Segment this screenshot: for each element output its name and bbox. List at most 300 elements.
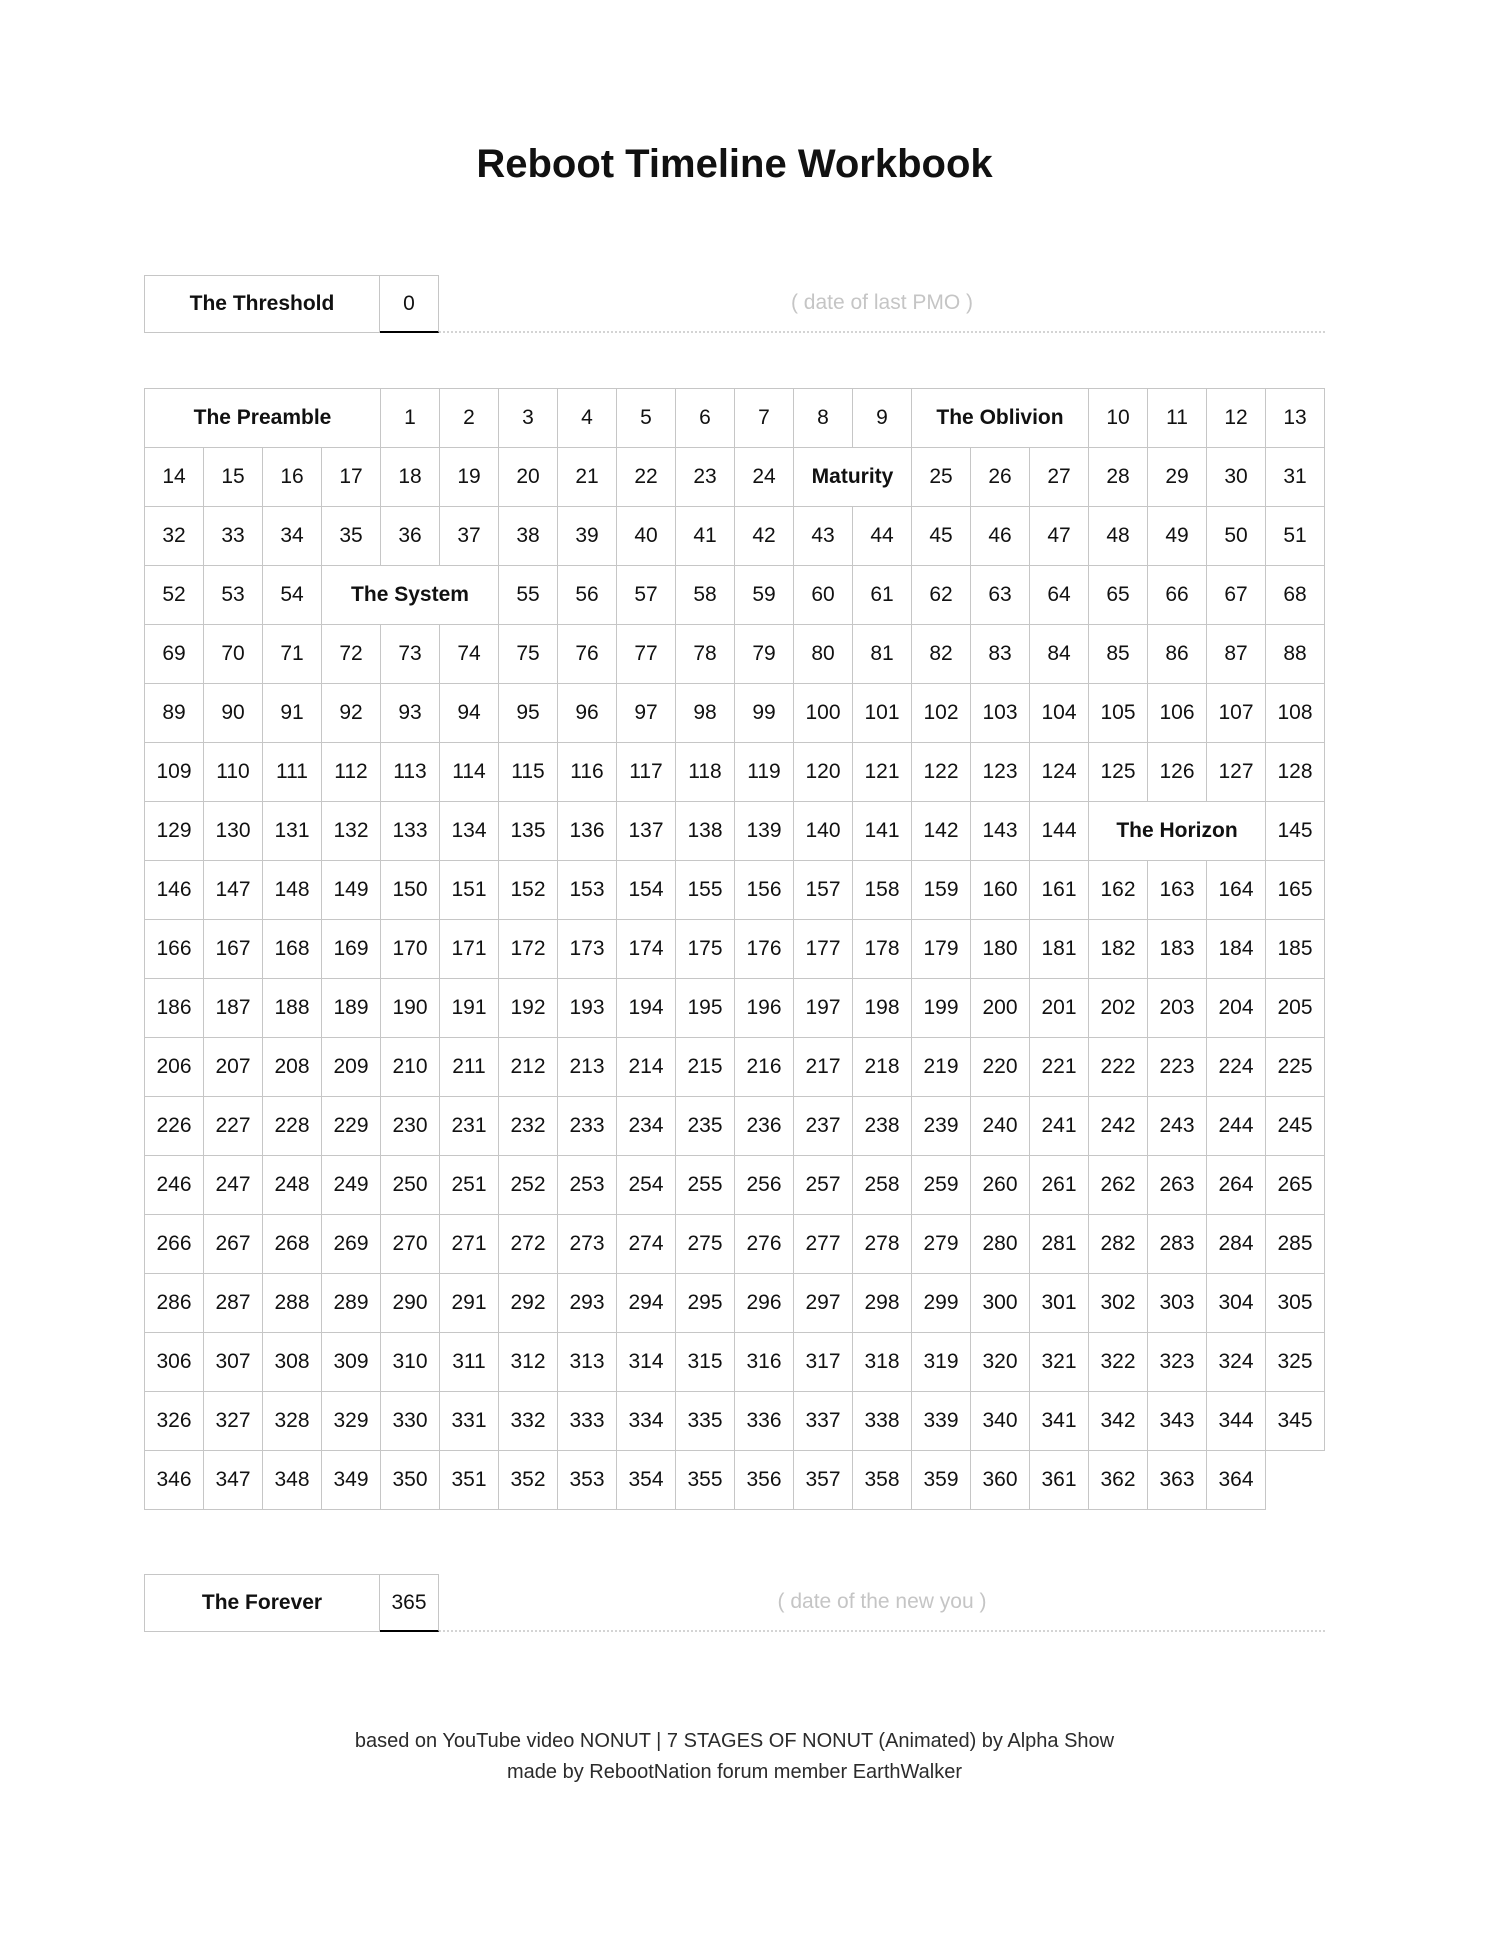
day-cell-26: 26 — [971, 448, 1030, 507]
day-cell-156: 156 — [735, 861, 794, 920]
day-cell-9: 9 — [853, 389, 912, 448]
day-cell-149: 149 — [322, 861, 381, 920]
day-cell-287: 287 — [204, 1274, 263, 1333]
day-cell-152: 152 — [499, 861, 558, 920]
day-cell-351: 351 — [440, 1451, 499, 1510]
day-cell-121: 121 — [853, 743, 912, 802]
day-cell-338: 338 — [853, 1392, 912, 1451]
day-cell-214: 214 — [617, 1038, 676, 1097]
day-cell-318: 318 — [853, 1333, 912, 1392]
day-cell-94: 94 — [440, 684, 499, 743]
day-cell-299: 299 — [912, 1274, 971, 1333]
day-cell-343: 343 — [1148, 1392, 1207, 1451]
day-cell-223: 223 — [1148, 1038, 1207, 1097]
day-cell-296: 296 — [735, 1274, 794, 1333]
day-cell-70: 70 — [204, 625, 263, 684]
day-cell-22: 22 — [617, 448, 676, 507]
day-cell-102: 102 — [912, 684, 971, 743]
day-cell-3: 3 — [499, 389, 558, 448]
day-cell-25: 25 — [912, 448, 971, 507]
day-cell-276: 276 — [735, 1215, 794, 1274]
day-cell-347: 347 — [204, 1451, 263, 1510]
day-cell-207: 207 — [204, 1038, 263, 1097]
stage-label-the-horizon: The Horizon — [1089, 802, 1266, 861]
day-cell-325: 325 — [1266, 1333, 1325, 1392]
day-cell-167: 167 — [204, 920, 263, 979]
day-cell-85: 85 — [1089, 625, 1148, 684]
day-cell-150: 150 — [381, 861, 440, 920]
day-cell-254: 254 — [617, 1156, 676, 1215]
day-cell-31: 31 — [1266, 448, 1325, 507]
day-cell-56: 56 — [558, 566, 617, 625]
day-cell-201: 201 — [1030, 979, 1089, 1038]
day-cell-272: 272 — [499, 1215, 558, 1274]
day-cell-137: 137 — [617, 802, 676, 861]
day-cell-178: 178 — [853, 920, 912, 979]
stage-label-the-system: The System — [322, 566, 499, 625]
day-cell-46: 46 — [971, 507, 1030, 566]
day-cell-316: 316 — [735, 1333, 794, 1392]
day-cell-195: 195 — [676, 979, 735, 1038]
day-cell-15: 15 — [204, 448, 263, 507]
day-cell-88: 88 — [1266, 625, 1325, 684]
day-cell-93: 93 — [381, 684, 440, 743]
day-cell-274: 274 — [617, 1215, 676, 1274]
day-cell-355: 355 — [676, 1451, 735, 1510]
day-cell-359: 359 — [912, 1451, 971, 1510]
day-cell-261: 261 — [1030, 1156, 1089, 1215]
day-cell-91: 91 — [263, 684, 322, 743]
day-cell-271: 271 — [440, 1215, 499, 1274]
day-cell-220: 220 — [971, 1038, 1030, 1097]
day-cell-283: 283 — [1148, 1215, 1207, 1274]
day-cell-231: 231 — [440, 1097, 499, 1156]
day-cell-242: 242 — [1089, 1097, 1148, 1156]
day-cell-350: 350 — [381, 1451, 440, 1510]
day-cell-334: 334 — [617, 1392, 676, 1451]
day-cell-284: 284 — [1207, 1215, 1266, 1274]
day-cell-224: 224 — [1207, 1038, 1266, 1097]
day-cell-132: 132 — [322, 802, 381, 861]
day-cell-302: 302 — [1089, 1274, 1148, 1333]
day-cell-183: 183 — [1148, 920, 1207, 979]
day-cell-168: 168 — [263, 920, 322, 979]
day-cell-135: 135 — [499, 802, 558, 861]
day-cell-202: 202 — [1089, 979, 1148, 1038]
day-cell-297: 297 — [794, 1274, 853, 1333]
day-cell-24: 24 — [735, 448, 794, 507]
page-title: Reboot Timeline Workbook — [476, 142, 993, 186]
day-cell-282: 282 — [1089, 1215, 1148, 1274]
day-cell-145: 145 — [1266, 802, 1325, 861]
day-cell-209: 209 — [322, 1038, 381, 1097]
day-cell-61: 61 — [853, 566, 912, 625]
day-cell-57: 57 — [617, 566, 676, 625]
day-cell-74: 74 — [440, 625, 499, 684]
day-cell-266: 266 — [145, 1215, 204, 1274]
day-cell-6: 6 — [676, 389, 735, 448]
threshold-date-field[interactable] — [439, 275, 1325, 333]
day-cell-8: 8 — [794, 389, 853, 448]
day-cell-311: 311 — [440, 1333, 499, 1392]
day-cell-104: 104 — [1030, 684, 1089, 743]
day-cell-47: 47 — [1030, 507, 1089, 566]
day-cell-339: 339 — [912, 1392, 971, 1451]
day-cell-160: 160 — [971, 861, 1030, 920]
day-cell-319: 319 — [912, 1333, 971, 1392]
day-cell-119: 119 — [735, 743, 794, 802]
day-cell-42: 42 — [735, 507, 794, 566]
forever-label: The Forever — [144, 1574, 380, 1632]
day-cell-243: 243 — [1148, 1097, 1207, 1156]
day-cell-240: 240 — [971, 1097, 1030, 1156]
day-cell-219: 219 — [912, 1038, 971, 1097]
day-cell-67: 67 — [1207, 566, 1266, 625]
day-cell-203: 203 — [1148, 979, 1207, 1038]
day-cell-2: 2 — [440, 389, 499, 448]
day-cell-211: 211 — [440, 1038, 499, 1097]
day-cell-268: 268 — [263, 1215, 322, 1274]
empty-cell — [1266, 1451, 1325, 1510]
day-cell-60: 60 — [794, 566, 853, 625]
day-cell-77: 77 — [617, 625, 676, 684]
day-cell-133: 133 — [381, 802, 440, 861]
day-cell-170: 170 — [381, 920, 440, 979]
day-cell-285: 285 — [1266, 1215, 1325, 1274]
day-cell-213: 213 — [558, 1038, 617, 1097]
day-cell-48: 48 — [1089, 507, 1148, 566]
day-cell-131: 131 — [263, 802, 322, 861]
day-cell-64: 64 — [1030, 566, 1089, 625]
day-cell-321: 321 — [1030, 1333, 1089, 1392]
day-cell-110: 110 — [204, 743, 263, 802]
day-cell-204: 204 — [1207, 979, 1266, 1038]
day-cell-130: 130 — [204, 802, 263, 861]
day-cell-197: 197 — [794, 979, 853, 1038]
day-cell-75: 75 — [499, 625, 558, 684]
day-cell-101: 101 — [853, 684, 912, 743]
day-cell-191: 191 — [440, 979, 499, 1038]
day-cell-92: 92 — [322, 684, 381, 743]
day-cell-162: 162 — [1089, 861, 1148, 920]
day-cell-208: 208 — [263, 1038, 322, 1097]
day-cell-172: 172 — [499, 920, 558, 979]
day-cell-249: 249 — [322, 1156, 381, 1215]
day-cell-80: 80 — [794, 625, 853, 684]
day-cell-39: 39 — [558, 507, 617, 566]
day-cell-273: 273 — [558, 1215, 617, 1274]
day-cell-96: 96 — [558, 684, 617, 743]
day-cell-298: 298 — [853, 1274, 912, 1333]
day-cell-295: 295 — [676, 1274, 735, 1333]
day-cell-222: 222 — [1089, 1038, 1148, 1097]
day-cell-111: 111 — [263, 743, 322, 802]
day-cell-83: 83 — [971, 625, 1030, 684]
day-cell-11: 11 — [1148, 389, 1207, 448]
day-cell-342: 342 — [1089, 1392, 1148, 1451]
day-cell-245: 245 — [1266, 1097, 1325, 1156]
day-cell-79: 79 — [735, 625, 794, 684]
day-cell-140: 140 — [794, 802, 853, 861]
day-cell-144: 144 — [1030, 802, 1089, 861]
day-cell-277: 277 — [794, 1215, 853, 1274]
day-cell-161: 161 — [1030, 861, 1089, 920]
day-cell-139: 139 — [735, 802, 794, 861]
day-cell-329: 329 — [322, 1392, 381, 1451]
day-cell-50: 50 — [1207, 507, 1266, 566]
day-cell-212: 212 — [499, 1038, 558, 1097]
day-cell-190: 190 — [381, 979, 440, 1038]
threshold-label: The Threshold — [144, 275, 380, 333]
day-cell-151: 151 — [440, 861, 499, 920]
day-cell-255: 255 — [676, 1156, 735, 1215]
day-cell-364: 364 — [1207, 1451, 1266, 1510]
day-cell-136: 136 — [558, 802, 617, 861]
day-cell-37: 37 — [440, 507, 499, 566]
day-cell-331: 331 — [440, 1392, 499, 1451]
day-cell-59: 59 — [735, 566, 794, 625]
day-cell-1: 1 — [381, 389, 440, 448]
day-cell-17: 17 — [322, 448, 381, 507]
day-cell-248: 248 — [263, 1156, 322, 1215]
forever-row — [144, 1574, 1325, 1632]
day-cell-357: 357 — [794, 1451, 853, 1510]
day-cell-112: 112 — [322, 743, 381, 802]
day-cell-289: 289 — [322, 1274, 381, 1333]
day-cell-29: 29 — [1148, 448, 1207, 507]
day-cell-180: 180 — [971, 920, 1030, 979]
day-cell-164: 164 — [1207, 861, 1266, 920]
day-cell-65: 65 — [1089, 566, 1148, 625]
forever-day-value: 365 — [380, 1574, 439, 1632]
day-cell-107: 107 — [1207, 684, 1266, 743]
day-cell-179: 179 — [912, 920, 971, 979]
day-cell-159: 159 — [912, 861, 971, 920]
day-cell-43: 43 — [794, 507, 853, 566]
day-cell-18: 18 — [381, 448, 440, 507]
workbook-page — [144, 0, 1325, 1788]
day-cell-32: 32 — [145, 507, 204, 566]
day-cell-253: 253 — [558, 1156, 617, 1215]
day-cell-205: 205 — [1266, 979, 1325, 1038]
day-cell-226: 226 — [145, 1097, 204, 1156]
day-cell-38: 38 — [499, 507, 558, 566]
day-cell-303: 303 — [1148, 1274, 1207, 1333]
day-cell-267: 267 — [204, 1215, 263, 1274]
day-cell-186: 186 — [145, 979, 204, 1038]
day-cell-176: 176 — [735, 920, 794, 979]
day-cell-49: 49 — [1148, 507, 1207, 566]
day-cell-28: 28 — [1089, 448, 1148, 507]
stage-label-the-preamble: The Preamble — [145, 389, 381, 448]
day-cell-246: 246 — [145, 1156, 204, 1215]
day-cell-216: 216 — [735, 1038, 794, 1097]
day-cell-363: 363 — [1148, 1451, 1207, 1510]
day-cell-294: 294 — [617, 1274, 676, 1333]
day-cell-143: 143 — [971, 802, 1030, 861]
day-cell-251: 251 — [440, 1156, 499, 1215]
day-cell-290: 290 — [381, 1274, 440, 1333]
day-cell-12: 12 — [1207, 389, 1266, 448]
day-cell-97: 97 — [617, 684, 676, 743]
day-cell-280: 280 — [971, 1215, 1030, 1274]
day-cell-265: 265 — [1266, 1156, 1325, 1215]
stage-label-the-oblivion: The Oblivion — [912, 389, 1089, 448]
day-cell-177: 177 — [794, 920, 853, 979]
day-cell-279: 279 — [912, 1215, 971, 1274]
day-cell-115: 115 — [499, 743, 558, 802]
day-cell-23: 23 — [676, 448, 735, 507]
day-cell-349: 349 — [322, 1451, 381, 1510]
day-cell-134: 134 — [440, 802, 499, 861]
day-cell-41: 41 — [676, 507, 735, 566]
day-cell-146: 146 — [145, 861, 204, 920]
day-cell-36: 36 — [381, 507, 440, 566]
day-cell-192: 192 — [499, 979, 558, 1038]
day-cell-95: 95 — [499, 684, 558, 743]
day-cell-228: 228 — [263, 1097, 322, 1156]
day-cell-300: 300 — [971, 1274, 1030, 1333]
day-cell-344: 344 — [1207, 1392, 1266, 1451]
day-cell-33: 33 — [204, 507, 263, 566]
day-cell-86: 86 — [1148, 625, 1207, 684]
day-cell-157: 157 — [794, 861, 853, 920]
day-cell-185: 185 — [1266, 920, 1325, 979]
day-cell-291: 291 — [440, 1274, 499, 1333]
day-cell-217: 217 — [794, 1038, 853, 1097]
day-cell-323: 323 — [1148, 1333, 1207, 1392]
day-cell-114: 114 — [440, 743, 499, 802]
day-cell-227: 227 — [204, 1097, 263, 1156]
day-cell-237: 237 — [794, 1097, 853, 1156]
day-cell-142: 142 — [912, 802, 971, 861]
day-cell-286: 286 — [145, 1274, 204, 1333]
day-cell-252: 252 — [499, 1156, 558, 1215]
day-cell-309: 309 — [322, 1333, 381, 1392]
day-cell-174: 174 — [617, 920, 676, 979]
day-cell-239: 239 — [912, 1097, 971, 1156]
day-cell-10: 10 — [1089, 389, 1148, 448]
day-cell-125: 125 — [1089, 743, 1148, 802]
day-cell-53: 53 — [204, 566, 263, 625]
day-cell-4: 4 — [558, 389, 617, 448]
day-cell-181: 181 — [1030, 920, 1089, 979]
day-cell-147: 147 — [204, 861, 263, 920]
day-cell-221: 221 — [1030, 1038, 1089, 1097]
day-cell-218: 218 — [853, 1038, 912, 1097]
day-cell-66: 66 — [1148, 566, 1207, 625]
day-cell-189: 189 — [322, 979, 381, 1038]
stage-label-maturity: Maturity — [794, 448, 912, 507]
day-cell-301: 301 — [1030, 1274, 1089, 1333]
day-cell-225: 225 — [1266, 1038, 1325, 1097]
day-cell-270: 270 — [381, 1215, 440, 1274]
day-cell-333: 333 — [558, 1392, 617, 1451]
day-cell-54: 54 — [263, 566, 322, 625]
day-cell-263: 263 — [1148, 1156, 1207, 1215]
day-cell-116: 116 — [558, 743, 617, 802]
footer-credit-author: made by RebootNation forum member EarthWalker — [507, 1761, 962, 1783]
day-cell-200: 200 — [971, 979, 1030, 1038]
day-cell-63: 63 — [971, 566, 1030, 625]
day-cell-315: 315 — [676, 1333, 735, 1392]
day-cell-69: 69 — [145, 625, 204, 684]
day-cell-90: 90 — [204, 684, 263, 743]
day-cell-259: 259 — [912, 1156, 971, 1215]
day-cell-354: 354 — [617, 1451, 676, 1510]
day-cell-352: 352 — [499, 1451, 558, 1510]
day-cell-55: 55 — [499, 566, 558, 625]
day-cell-34: 34 — [263, 507, 322, 566]
day-cell-360: 360 — [971, 1451, 1030, 1510]
day-cell-16: 16 — [263, 448, 322, 507]
day-cell-129: 129 — [145, 802, 204, 861]
day-cell-73: 73 — [381, 625, 440, 684]
day-cell-336: 336 — [735, 1392, 794, 1451]
day-cell-51: 51 — [1266, 507, 1325, 566]
day-cell-230: 230 — [381, 1097, 440, 1156]
day-cell-20: 20 — [499, 448, 558, 507]
day-cell-262: 262 — [1089, 1156, 1148, 1215]
day-cell-258: 258 — [853, 1156, 912, 1215]
day-cell-317: 317 — [794, 1333, 853, 1392]
day-cell-109: 109 — [145, 743, 204, 802]
day-cell-278: 278 — [853, 1215, 912, 1274]
day-cell-247: 247 — [204, 1156, 263, 1215]
day-cell-327: 327 — [204, 1392, 263, 1451]
day-cell-40: 40 — [617, 507, 676, 566]
forever-date-placeholder: ( date of the new you ) — [777, 1590, 987, 1613]
day-cell-35: 35 — [322, 507, 381, 566]
day-cell-198: 198 — [853, 979, 912, 1038]
forever-date-field[interactable] — [439, 1574, 1325, 1632]
day-cell-27: 27 — [1030, 448, 1089, 507]
day-cell-141: 141 — [853, 802, 912, 861]
day-cell-78: 78 — [676, 625, 735, 684]
day-cell-187: 187 — [204, 979, 263, 1038]
day-cell-362: 362 — [1089, 1451, 1148, 1510]
day-cell-148: 148 — [263, 861, 322, 920]
day-cell-326: 326 — [145, 1392, 204, 1451]
day-cell-328: 328 — [263, 1392, 322, 1451]
day-cell-89: 89 — [145, 684, 204, 743]
day-cell-358: 358 — [853, 1451, 912, 1510]
day-cell-353: 353 — [558, 1451, 617, 1510]
day-cell-233: 233 — [558, 1097, 617, 1156]
day-cell-307: 307 — [204, 1333, 263, 1392]
day-cell-288: 288 — [263, 1274, 322, 1333]
day-cell-361: 361 — [1030, 1451, 1089, 1510]
day-cell-122: 122 — [912, 743, 971, 802]
day-cell-175: 175 — [676, 920, 735, 979]
day-cell-117: 117 — [617, 743, 676, 802]
day-cell-232: 232 — [499, 1097, 558, 1156]
day-cell-196: 196 — [735, 979, 794, 1038]
day-cell-87: 87 — [1207, 625, 1266, 684]
day-cell-348: 348 — [263, 1451, 322, 1510]
day-cell-330: 330 — [381, 1392, 440, 1451]
day-cell-235: 235 — [676, 1097, 735, 1156]
day-cell-194: 194 — [617, 979, 676, 1038]
footer-credit-source: based on YouTube video NONUT | 7 STAGES OF NONUT (Animated) by Alpha Show — [354, 1730, 1115, 1752]
day-cell-234: 234 — [617, 1097, 676, 1156]
day-cell-314: 314 — [617, 1333, 676, 1392]
day-cell-236: 236 — [735, 1097, 794, 1156]
day-cell-257: 257 — [794, 1156, 853, 1215]
day-cell-72: 72 — [322, 625, 381, 684]
day-cell-153: 153 — [558, 861, 617, 920]
day-cell-184: 184 — [1207, 920, 1266, 979]
